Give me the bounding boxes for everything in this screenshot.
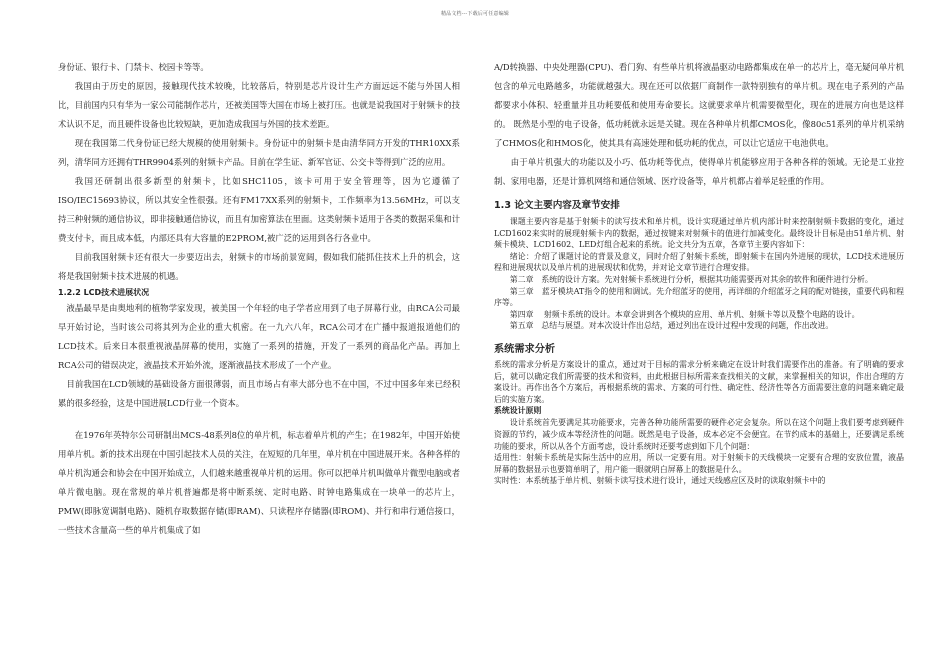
paragraph: 设计系统首先要满足其功能要求，完善各种功能所需要的硬件必定会复杂。所以在这个问题上我们要考虑到硬件资源的节约，减少成本等经济性的问题。既然是电子设备，成本必定不会便宜。在节约成本的基础上，还要满足系统功能的要求，所以从各个方面考虑，设计系统时还要考虑到如下几个问题：: [494, 418, 904, 451]
chapter-item: 第二章 系统的设计方案。先对射频卡系统进行分析，根据其功能需要再对其余的软件和硬件进行分析。: [509, 274, 873, 284]
paragraph: 目前我国在LCD领域的基础设备方面很薄弱，而且市场占有率大部分也不在中国，不过中国多年来已经积累的很多经验，这是中国进展LCD行业一个资本。: [58, 379, 460, 408]
paragraph: 目前我国射频卡还有很大一步要迈出去，射频卡的市场前景宽阔，假如我们能抓住技术上升的机会，这将是我国射频卡技术进展的机遇。: [58, 252, 460, 281]
chapter-item: 绪论：介绍了课题讨论的背景及意义，同时介绍了射频卡系统，即射频卡在国内外进展的现状，LCD技术进展历程和进展现状以及单片机的进展现状和优势，并对论文章节进行合理安排。: [494, 251, 904, 273]
paragraph: 适用性：射频卡系统是实际生活中的应用，所以一定要有用。对于射频卡的天线模块一定要有合理的安放位置，液晶屏幕的数据显示也要简单明了，用户能一眼就明白屏幕上的数据是什么。: [494, 453, 904, 474]
subsection-heading: 1.2.2 LCD技术进展状况: [58, 288, 150, 297]
spacer: [58, 413, 460, 426]
paragraph: 现在我国第二代身份证已经大规模的使用射频卡。身份证中的射频卡是由清华同方开发的THR10XX系列，清华同方还拥有THR9904系列的射频卡产品。目前在学生证、新军官证、公交卡等得到广泛的应用。: [58, 138, 460, 167]
paragraph: 我国由于历史的原因，接触现代技术较晚，比较落后，特别是芯片设计生产方面远远不能与外国人相比，目前国内只有华为一家公司能制作芯片，还被美国等大国在市场上被打压。也就是说我国对于射频卡的技术认识不足，而且硬件设备也比较短缺，更加造成我国与外国的技术差距。: [58, 81, 460, 129]
chapter-item: 第四章 射频卡系统的设计。本章会讲到各个模块的应用、单片机、射频卡等以及整个电路的设计。: [509, 309, 860, 319]
paragraph: 在1976年英特尔公司研制出MCS-48系列8位的单片机，标志着单片机的产生；在1982年，中国开始使用单片机。新的技术出现在中国引起技术人员的关注，在短短的几年里，单片机在中国进展开来。各种各样的单片机沟通会和协会在中国开始成立，人们越来越重视单片机的运用。你可以把单片机叫做单片微型电脑或者单片微电脑。现在常规的单片机普遍都是将中断系统、定时电路、时钟电路集成在一块单一的芯片上，PMW(即脉宽调制电路)、随机存取数据存储(即RAM)、只读程序存储器(即ROM)、并行和串行通信接口，一些技术含量高一些的单片机集成了如: [58, 430, 460, 535]
paragraph: A/D转换器、中央处理器(CPU)、看门狗、有些单片机将液晶驱动电路都集成在单一的芯片上，毫无疑问单片机包含的单元电路越多，功能就越强大。现在还可以依据厂商制作一款特别独有的单片机。现在电子系列的产品都要求小体积、轻重量并且功耗要低和使用寿命要长。这就要求单片机需要微型化，现在的进展方向也是这样的。 既然是小型的电子设备，低功耗就永远是关键。现在各种单片机都CMOS化，像80c51系列的单片机采纳了CHMOS化和HMOS化，使其具有高速处理和低功耗的优点，可以让它适应干电池供电。: [494, 62, 904, 148]
paragraph: 液晶最早是由奥地利的植物学家发现，被美国一个年轻的电子学者应用到了电子屏幕行业，由RCA公司最早开始讨论，当时该公司将其列为企业的重大机密。在一九六八年，RCA公司才在广播中报道报道他们的LCD技术。后来日本很重视液晶屏幕的使用，实施了一系列的措施，开发了一系列的商品化产品。再加上RCA公司的错误决定，液晶技术开始外流，逐渐液晶技术形成了一个产业。: [58, 303, 460, 370]
paragraph: 实时性：本系统基于单片机、射频卡读写技术进行设计，通过天线感应区及时的读取射频卡中的: [494, 476, 826, 486]
right-column: [494, 58, 904, 487]
paragraph: 课题主要内容是基于射频卡的读写技术和单片机，设计实现通过单片机内部计时来控制射频卡数据的变化，通过LCD1602来实时的展现射频卡内的数据，通过按键来对射频卡的值进行加减变化。最终设计目标是由51单片机、射频卡模块、LCD1602、LED灯组合起来的系统。论文共分为五章，各章节主要内容如下：: [494, 217, 904, 250]
paragraph: 我国还研制出很多新型的射频卡，比如SHC1105，该卡可用于安全管理等，因为它遵循了ISO/IEC15693协议，所以其安全性很强。还有FM17XX系列的射频卡，工作频率为13.56MHz，可以支持三种射频的通信协议，即非接触通信协议，而且有加密算法在里面。这类射频卡适用于各类的数据采集和计费支付卡，而且成本低，内部还具有大容量的E2PROM,被广泛的运用到各行各业中。: [58, 176, 460, 243]
subsection-heading: 系统设计原则: [494, 406, 542, 416]
chapter-item: 第三章 蓝牙模块AT指令的使用和调试。先介绍蓝牙的使用，再详细的介绍蓝牙之间的配对链接，重要代码和程序等。: [494, 286, 904, 308]
section-heading: 系统需求分析: [494, 343, 556, 355]
section-heading: 1.3 论文主要内容及章节安排: [494, 200, 620, 211]
paragraph: 由于单片机强大的功能以及小巧、低功耗等优点，使得单片机能够应用于各种各样的领域。无论是工业控制、家用电器，还是计算机网络和通信领域、医疗设备等，单片机都占着举足轻重的作用。: [494, 157, 904, 186]
left-column: [58, 58, 460, 540]
paragraph: 身份证、银行卡、门禁卡、校园卡等等。: [58, 62, 209, 72]
chapter-item: 第五章 总结与展望。对本次设计作出总结，通过列出在设计过程中发现的问题，作出改进。: [509, 321, 834, 331]
page-header: 精品文档---下载后可任意编辑: [440, 11, 510, 17]
paragraph: 系统的需求分析是方案设计的重点，通过对于目标的需求分析来确定在设计时我们需要作出的准备。有了明确的要求后，就可以确定我们所需要的技术和资料，由此根据目标所需来查找相关的文献，来掌握相关的知识，作出合理的方案设计。再作出各个方案后，再根据系统的需求、方案的可行性、确定性、经济性等各方面需要注意的问题来确定最后的实施方案。: [494, 359, 904, 404]
